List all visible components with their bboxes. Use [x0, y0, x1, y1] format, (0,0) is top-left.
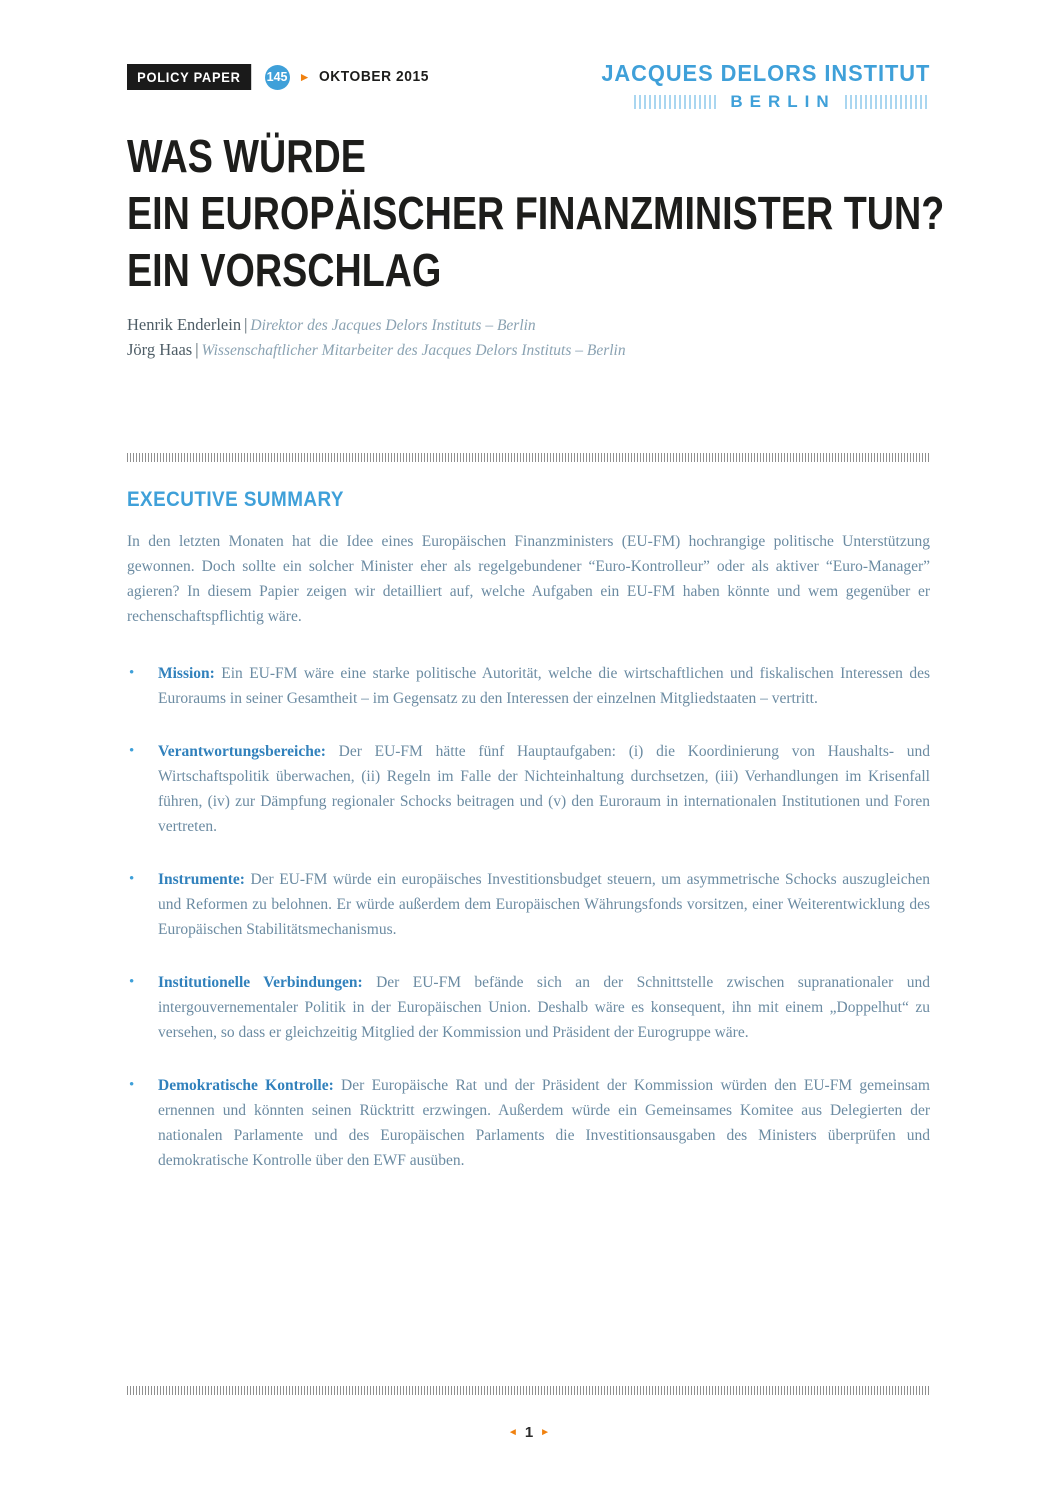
institute-logo	[584, 60, 930, 112]
institute-name: JACQUES DELORS INSTITUT	[601, 60, 930, 86]
hatch-left-decoration	[634, 95, 719, 109]
bullet-label: Institutionelle Verbindungen:	[158, 974, 363, 991]
bullet-label: Verantwortungsbereiche:	[158, 743, 326, 760]
bullet-text: Der EU-FM befände sich an der Schnittstelle zwischen supranationaler und intergouvernementaler Politik in der Europäischen Union. Deshalb wäre es konsequent, ihn mit einem „Doppelhut“ zu versehen, so dass er gleichzeitig Mitglied der Kommission und Präsident der Eurogruppe wäre.	[158, 974, 930, 1041]
list-item	[127, 661, 930, 711]
bullet-icon: •	[129, 871, 135, 887]
page-number: 1	[524, 1424, 534, 1441]
bullet-paragraph	[158, 661, 930, 711]
bullet-label: Mission:	[158, 665, 215, 682]
summary-bullet-list	[127, 661, 930, 1173]
page-header	[127, 60, 930, 112]
institute-city: BERLIN	[730, 92, 836, 111]
author-line	[127, 313, 930, 338]
policy-paper-badge: POLICY PAPER	[127, 64, 251, 90]
bullet-label: Demokratische Kontrolle:	[158, 1077, 334, 1094]
tick-divider-top	[127, 453, 930, 462]
bullet-text: Der EU-FM hätte fünf Hauptaufgaben: (i) die Koordinierung von Haushalts- und Wirtschaftspolitik überwachen, (ii) Regeln im Falle der Nichteinhaltung durchsetzen, (iii) Verhandlungen im Krisenfall führen, (iv) zur Dämpfung regionaler Schocks beitragen und (v) den Euroraum in internationalen Institutionen und Foren vertreten.	[158, 743, 930, 835]
publication-date: OKTOBER 2015	[319, 69, 430, 85]
title-line-1: WAS WÜRDE	[127, 130, 366, 182]
executive-summary-heading: EXECUTIVE SUMMARY	[127, 488, 344, 511]
list-item	[127, 970, 930, 1045]
bullet-paragraph	[158, 867, 930, 942]
bullet-paragraph	[158, 739, 930, 839]
list-item	[127, 1073, 930, 1173]
list-item	[127, 739, 930, 839]
summary-intro-paragraph: In den letzten Monaten hat die Idee eines Europäischen Finanzministers (EU-FM) hochrangige politische Unterstützung gewonnen. Doch sollte ein solcher Minister eher als regelgebundener “Euro-Kontrolleur” oder als aktiver “Euro-Manager” agieren? In diesem Papier zeigen wir detailliert auf, welche Aufgaben ein EU-FM haben könnte und wem gegenüber er rechenschaftspflichtig wäre.	[127, 533, 930, 625]
arrow-right-icon: ►	[298, 70, 311, 84]
author-separator: |	[195, 340, 199, 359]
hatch-right-decoration	[845, 95, 930, 109]
institute-city-row	[634, 92, 930, 112]
bullet-icon: •	[129, 1077, 135, 1093]
list-item	[127, 867, 930, 942]
bullet-paragraph	[158, 970, 930, 1045]
author-name: Henrik Enderlein	[127, 315, 242, 334]
bullet-label: Instrumente:	[158, 871, 245, 888]
meta-row	[127, 64, 435, 90]
author-list	[127, 313, 930, 363]
title-line-2: EIN EUROPÄISCHER FINANZMINISTER TUN?	[127, 187, 945, 239]
meta-block	[127, 60, 435, 90]
page-footer	[0, 1424, 1058, 1441]
author-separator: |	[244, 315, 248, 334]
bullet-text: Der EU-FM würde ein europäisches Investitionsbudget steuern, um asymmetrische Schocks auszugleichen und Reformen zu belohnen. Er würde außerdem dem Europäischen Währungsfonds vorsitzen, einer Weiterentwicklung des Europäischen Stabilitätsmechanismus.	[158, 871, 930, 938]
page-title	[127, 128, 945, 299]
page-next-icon: ►	[540, 1426, 551, 1438]
title-line-3: EIN VORSCHLAG	[127, 244, 442, 296]
bullet-icon: •	[129, 665, 135, 681]
page-prev-icon: ◄	[507, 1426, 518, 1438]
bullet-text: Der Europäische Rat und der Präsident der Kommission würden den EU-FM gemeinsam ernennen und könnten seinen Rücktritt erzwingen. Außerdem würde ein Gemeinsames Komitee aus Delegierten der nationalen Parlamente und des Europäischen Parlaments die Investitionsausgaben des Ministers überprüfen und demokratische Kontrolle über den EWF ausüben.	[158, 1077, 930, 1169]
bullet-icon: •	[129, 743, 135, 759]
tick-divider-bottom	[127, 1386, 930, 1395]
bullet-paragraph	[158, 1073, 930, 1173]
bullet-text: Ein EU-FM wäre eine starke politische Autorität, welche die wirtschaftlichen und fiskalischen Interessen des Euroraums in seiner Gesamtheit – im Gegensatz zu den Interessen der einzelnen Mitgliedstaaten – vertritt.	[158, 665, 931, 707]
author-role: Direktor des Jacques Delors Instituts – Berlin	[250, 317, 536, 334]
author-role: Wissenschaftlicher Mitarbeiter des Jacques Delors Instituts – Berlin	[201, 342, 626, 359]
author-line	[127, 338, 930, 363]
bullet-icon: •	[129, 974, 135, 990]
author-name: Jörg Haas	[127, 340, 193, 359]
issue-number-badge: 145	[265, 65, 290, 90]
